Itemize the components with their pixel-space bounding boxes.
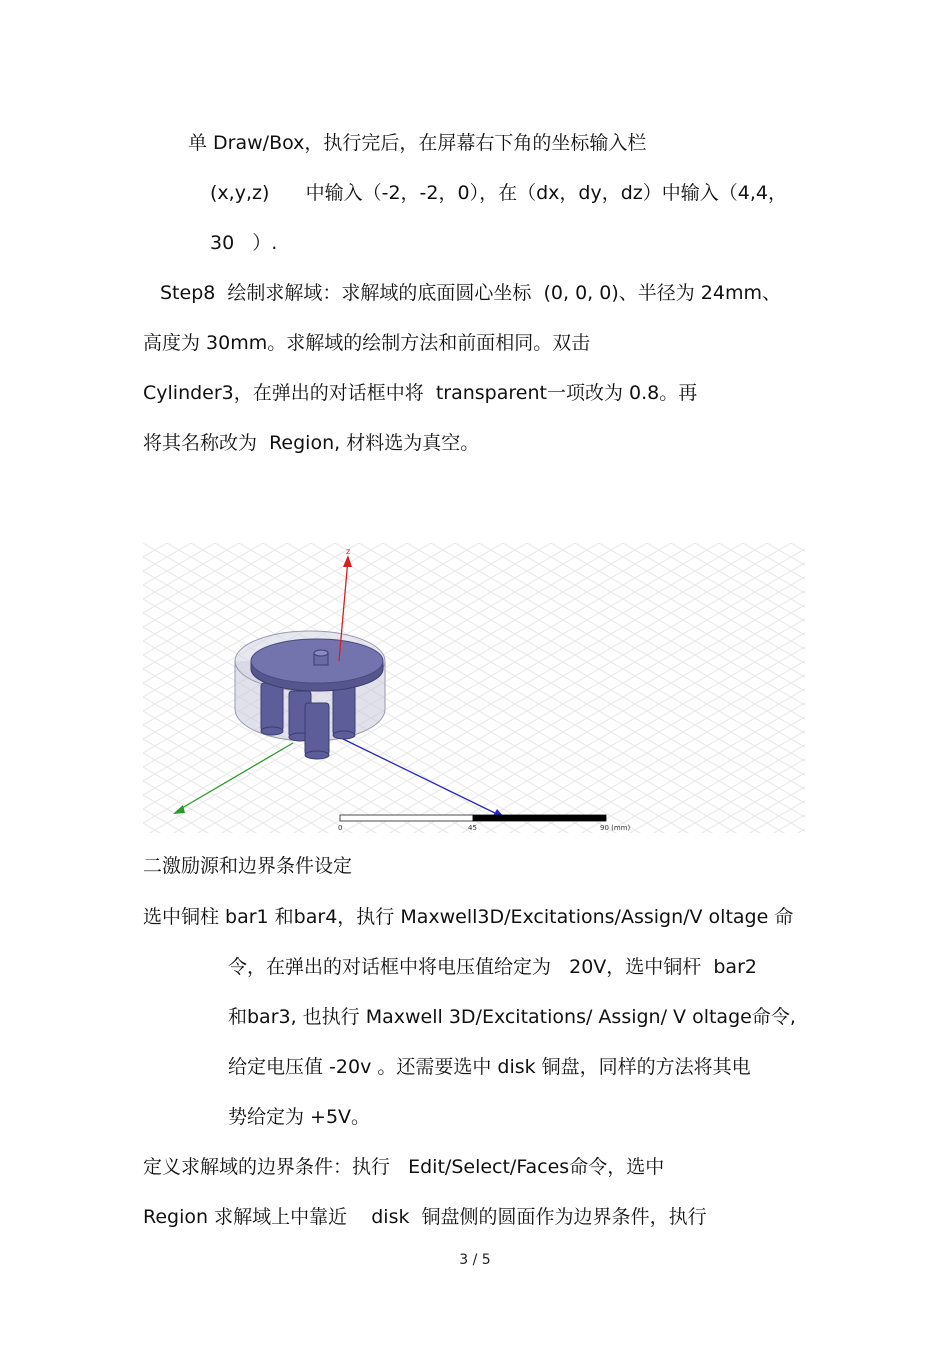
p3-line2: 令，在弹出的对话框中将电压值给定为 20V，选中铜杆 bar2 <box>228 956 757 978</box>
model-viewport-figure <box>143 543 805 833</box>
scale-label-0: 0 <box>338 824 343 832</box>
p1-line3: 30 ）. <box>210 232 278 254</box>
p2-line2: 高度为 30mm。求解域的绘制方法和前面相同。双击 <box>143 332 591 354</box>
scale-label-45: 45 <box>468 824 477 832</box>
p3-line3: 和bar3, 也执行 Maxwell 3D/Excitations/ Assign/ V oltage命令, <box>228 1006 796 1028</box>
p1-line2: (x,y,z) 中输入（-2，-2，0），在（dx，dy，dz）中输入（4,4， <box>210 182 787 204</box>
page-number: 3 / 5 <box>459 1252 491 1268</box>
p3-line5: 势给定为 +5V。 <box>228 1106 371 1128</box>
p2-line4: 将其名称改为 Region, 材料选为真空。 <box>143 432 480 454</box>
p4-line2: Region 求解域上中靠近 disk 铜盘侧的圆面作为边界条件，执行 <box>143 1206 707 1228</box>
p4-line1: 定义求解域的边界条件：执行 Edit/Select/Faces命令，选中 <box>143 1156 665 1178</box>
copper-disk <box>251 639 383 691</box>
scale-label-90: 90 (mm) <box>600 824 631 832</box>
axis-z-label: z <box>346 547 351 556</box>
p3-line4: 给定电压值 -20v 。还需要选中 disk 铜盘，同样的方法将其电 <box>228 1056 751 1078</box>
p2-line3: Cylinder3，在弹出的对话框中将 transparent一项改为 0.8。再 <box>143 382 698 404</box>
section-heading: 二激励源和边界条件设定 <box>143 855 353 877</box>
p1-line1: 单 Draw/Box，执行完后，在屏幕右下角的坐标输入栏 <box>188 132 647 154</box>
p2-line1: Step8 绘制求解域：求解域的底面圆心坐标 (0, 0, 0)、半径为 24mm、 <box>160 282 781 304</box>
p3-line1: 选中铜柱 bar1 和bar4，执行 Maxwell3D/Excitations/Assign/V oltage 命 <box>143 906 794 928</box>
